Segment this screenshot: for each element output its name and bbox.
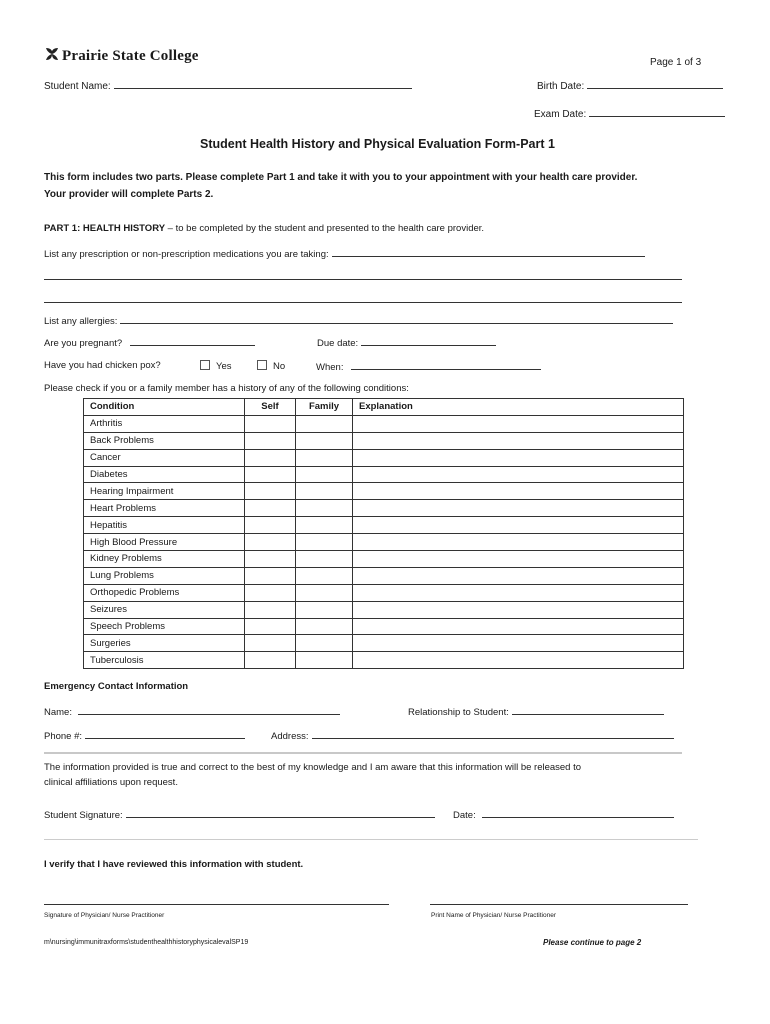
- family-checkbox-cell[interactable]: [296, 534, 353, 551]
- condition-name: Hearing Impairment: [84, 483, 245, 500]
- condition-name: Diabetes: [84, 466, 245, 483]
- header-condition: Condition: [84, 399, 245, 416]
- explanation-cell[interactable]: [353, 618, 684, 635]
- explanation-cell[interactable]: [353, 517, 684, 534]
- chicken-pox-when-field[interactable]: [316, 360, 541, 373]
- when-label: When:: [316, 362, 344, 373]
- allergies-field[interactable]: [44, 314, 673, 327]
- medications-label: List any prescription or non-prescription medications you are taking:: [44, 249, 329, 260]
- signature-date-label: Date:: [453, 810, 476, 821]
- self-checkbox-cell[interactable]: [245, 601, 296, 618]
- medications-field[interactable]: [44, 247, 645, 260]
- emergency-name-field[interactable]: [44, 705, 340, 718]
- page-indicator: Page 1 of 3: [650, 57, 702, 68]
- student-name-field[interactable]: [44, 79, 412, 92]
- family-checkbox-cell[interactable]: [296, 432, 353, 449]
- self-checkbox-cell[interactable]: [245, 483, 296, 500]
- physician-signature-line[interactable]: [44, 904, 389, 905]
- physician-name-line[interactable]: [430, 904, 688, 905]
- table-row: [84, 449, 684, 466]
- no-label: No: [273, 361, 286, 372]
- table-row: [84, 415, 684, 432]
- condition-name: Back Problems: [84, 432, 245, 449]
- conditions-intro: Please check if you or a family member has a history of any of the following conditions:: [44, 383, 409, 394]
- table-row: [84, 534, 684, 551]
- self-checkbox-cell[interactable]: [245, 432, 296, 449]
- table-row: [84, 652, 684, 669]
- physician-signature-caption: Signature of Physician/ Nurse Practitioner: [44, 912, 165, 919]
- self-checkbox-cell[interactable]: [245, 584, 296, 601]
- explanation-cell[interactable]: [353, 466, 684, 483]
- file-path: m\nursing\immunitraxforms\studenthealthhistoryphysicalevalSP19: [44, 939, 249, 946]
- table-row: [84, 500, 684, 517]
- table-row: [84, 432, 684, 449]
- self-checkbox-cell[interactable]: [245, 466, 296, 483]
- emergency-name-label: Name:: [44, 707, 72, 718]
- family-checkbox-cell[interactable]: [296, 601, 353, 618]
- condition-name: Hepatitis: [84, 517, 245, 534]
- table-row: [84, 601, 684, 618]
- college-logo: [44, 47, 199, 65]
- part1-heading-line: [44, 223, 484, 234]
- family-checkbox-cell[interactable]: [296, 618, 353, 635]
- family-checkbox-cell[interactable]: [296, 551, 353, 568]
- table-row: [84, 584, 684, 601]
- table-row: [84, 466, 684, 483]
- explanation-cell[interactable]: [353, 567, 684, 584]
- conditions-header-row: [84, 399, 684, 416]
- self-checkbox-cell[interactable]: [245, 500, 296, 517]
- condition-name: Arthritis: [84, 415, 245, 432]
- chicken-pox-label: Have you had chicken pox?: [44, 360, 161, 371]
- address-field[interactable]: [271, 729, 674, 742]
- address-label: Address:: [271, 731, 309, 742]
- continue-note: Please continue to page 2: [543, 938, 642, 947]
- part1-description: – to be completed by the student and presented to the health care provider.: [165, 223, 485, 234]
- medications-line-3[interactable]: [44, 302, 682, 303]
- relationship-field[interactable]: [408, 705, 664, 718]
- attestation-line-1: The information provided is true and correct to the best of my knowledge and I am aware that this information will be released to: [44, 762, 582, 773]
- table-row: [84, 517, 684, 534]
- table-row: [84, 635, 684, 652]
- condition-name: Seizures: [84, 601, 245, 618]
- explanation-cell[interactable]: [353, 635, 684, 652]
- explanation-cell[interactable]: [353, 500, 684, 517]
- explanation-cell[interactable]: [353, 483, 684, 500]
- condition-name: Orthopedic Problems: [84, 584, 245, 601]
- explanation-cell[interactable]: [353, 584, 684, 601]
- explanation-cell[interactable]: [353, 449, 684, 466]
- birth-date-field[interactable]: [537, 79, 723, 92]
- birth-date-label: Birth Date:: [537, 81, 585, 92]
- yes-label: Yes: [216, 361, 232, 372]
- condition-name: Tuberculosis: [84, 652, 245, 669]
- family-checkbox-cell[interactable]: [296, 500, 353, 517]
- family-checkbox-cell[interactable]: [296, 466, 353, 483]
- table-row: [84, 483, 684, 500]
- family-checkbox-cell[interactable]: [296, 635, 353, 652]
- condition-name: Cancer: [84, 449, 245, 466]
- condition-name: Lung Problems: [84, 567, 245, 584]
- student-signature-field[interactable]: [44, 808, 435, 821]
- student-name-label: Student Name:: [44, 81, 111, 92]
- checkbox-icon[interactable]: [200, 360, 210, 370]
- due-date-field[interactable]: [317, 336, 496, 349]
- emergency-heading: Emergency Contact Information: [44, 681, 189, 692]
- explanation-cell[interactable]: [353, 551, 684, 568]
- self-checkbox-cell[interactable]: [245, 635, 296, 652]
- exam-date-field[interactable]: [534, 107, 725, 120]
- intro-line-1: This form includes two parts. Please complete Part 1 and take it with you to your appointment with your health care provider.: [44, 172, 638, 183]
- exam-date-label: Exam Date:: [534, 109, 587, 120]
- self-checkbox-cell[interactable]: [245, 517, 296, 534]
- condition-name: High Blood Pressure: [84, 534, 245, 551]
- family-checkbox-cell[interactable]: [296, 415, 353, 432]
- self-checkbox-cell[interactable]: [245, 567, 296, 584]
- college-name: Prairie State College: [62, 48, 199, 64]
- chicken-pox-no-option[interactable]: [257, 360, 285, 372]
- medications-line-2[interactable]: [44, 279, 682, 280]
- family-checkbox-cell[interactable]: [296, 584, 353, 601]
- physician-name-caption: Print Name of Physician/ Nurse Practitioner: [431, 912, 556, 919]
- explanation-cell[interactable]: [353, 601, 684, 618]
- family-checkbox-cell[interactable]: [296, 567, 353, 584]
- table-row: [84, 551, 684, 568]
- self-checkbox-cell[interactable]: [245, 652, 296, 669]
- divider: [44, 752, 682, 754]
- header-explanation: Explanation: [353, 399, 684, 416]
- condition-name: Speech Problems: [84, 618, 245, 635]
- allergies-label: List any allergies:: [44, 316, 118, 327]
- table-row: [84, 567, 684, 584]
- pregnant-label: Are you pregnant?: [44, 338, 123, 349]
- family-checkbox-cell[interactable]: [296, 483, 353, 500]
- family-checkbox-cell[interactable]: [296, 449, 353, 466]
- signature-date-field[interactable]: [453, 808, 674, 821]
- explanation-cell[interactable]: [353, 432, 684, 449]
- explanation-cell[interactable]: [353, 534, 684, 551]
- condition-name: Heart Problems: [84, 500, 245, 517]
- family-checkbox-cell[interactable]: [296, 652, 353, 669]
- conditions-table: [83, 398, 684, 669]
- self-checkbox-cell[interactable]: [245, 551, 296, 568]
- intro-line-2: Your provider will complete Parts 2.: [44, 189, 214, 200]
- header-family: Family: [296, 399, 353, 416]
- family-checkbox-cell[interactable]: [296, 517, 353, 534]
- self-checkbox-cell[interactable]: [245, 618, 296, 635]
- explanation-cell[interactable]: [353, 652, 684, 669]
- explanation-cell[interactable]: [353, 415, 684, 432]
- divider: [44, 839, 698, 840]
- checkbox-icon[interactable]: [257, 360, 267, 370]
- relationship-label: Relationship to Student:: [408, 707, 509, 718]
- self-checkbox-cell[interactable]: [245, 449, 296, 466]
- condition-name: Surgeries: [84, 635, 245, 652]
- verification-heading: I verify that I have reviewed this information with student.: [44, 859, 304, 870]
- student-signature-label: Student Signature:: [44, 810, 123, 821]
- phone-field[interactable]: [44, 729, 245, 742]
- part1-heading: PART 1: HEALTH HISTORY: [44, 223, 166, 234]
- table-row: [84, 618, 684, 635]
- header-self: Self: [245, 399, 296, 416]
- college-logo-icon: [44, 47, 60, 61]
- attestation-line-2: clinical affiliations upon request.: [44, 777, 178, 788]
- phone-label: Phone #:: [44, 731, 83, 742]
- form-title: Student Health History and Physical Evaluation Form-Part 1: [200, 137, 555, 151]
- self-checkbox-cell[interactable]: [245, 534, 296, 551]
- self-checkbox-cell[interactable]: [245, 415, 296, 432]
- pregnant-field[interactable]: [44, 336, 255, 349]
- due-date-label: Due date:: [317, 338, 359, 349]
- condition-name: Kidney Problems: [84, 551, 245, 568]
- chicken-pox-yes-option[interactable]: [200, 360, 232, 372]
